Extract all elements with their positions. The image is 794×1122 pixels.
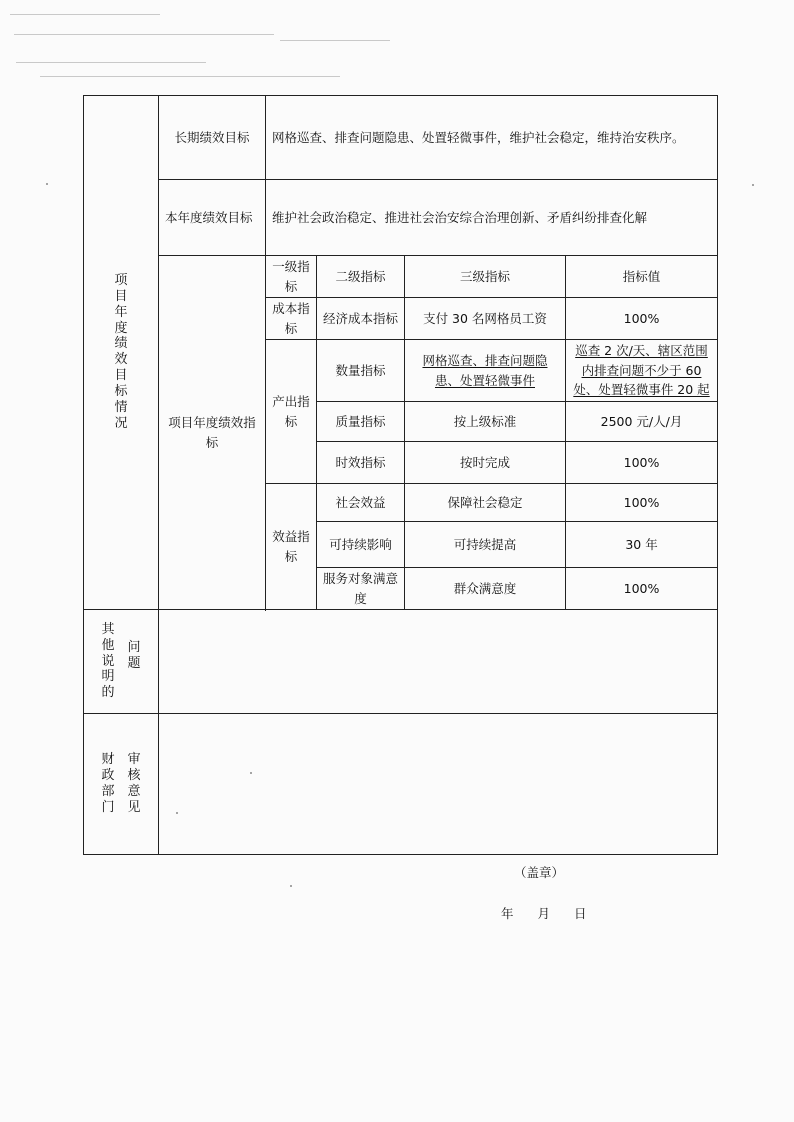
cost-level2: 经济成本指标	[317, 298, 405, 340]
other-value	[159, 610, 718, 714]
seal-text: （盖章）	[514, 865, 565, 880]
satisfaction-level3: 群众满意度	[405, 568, 566, 610]
sustain-level3: 可持续提高	[405, 522, 566, 568]
finance-label-cell	[84, 714, 159, 855]
sustain-value: 30 年	[566, 522, 718, 568]
performance-target-table	[83, 95, 718, 921]
scan-artifact	[14, 34, 274, 35]
indicators-label: 项目年度绩效指标	[159, 256, 266, 610]
finance-row	[84, 714, 718, 855]
timeliness-level3: 按时完成	[405, 442, 566, 484]
scan-artifact	[40, 76, 340, 77]
section-label-cell	[84, 96, 159, 610]
finance-label-a: 财政部门	[101, 752, 115, 815]
quantity-value: 巡查 2 次/天、辖区范围内排查问题不少于 60 处、处置轻微事件 20 起	[566, 340, 718, 402]
finance-label-b: 审核意见	[127, 752, 141, 815]
social-level2: 社会效益	[317, 484, 405, 522]
sustain-level2: 可持续影响	[317, 522, 405, 568]
cost-value: 100%	[566, 298, 718, 340]
timeliness-value: 100%	[566, 442, 718, 484]
social-value: 100%	[566, 484, 718, 522]
timeliness-level2: 时效指标	[317, 442, 405, 484]
cost-level3: 支付 30 名网格员工资	[405, 298, 566, 340]
annual-label: 本年度绩效目标	[159, 180, 266, 256]
header-value: 指标值	[566, 256, 718, 298]
cost-level1: 成本指标	[266, 298, 317, 340]
scan-artifact	[16, 62, 206, 63]
social-level3: 保障社会稳定	[405, 484, 566, 522]
date-month: 月	[537, 906, 553, 921]
other-label-b: 问题	[127, 639, 141, 671]
scan-dot	[46, 183, 48, 185]
header-row	[84, 256, 718, 298]
other-issues-row	[84, 610, 718, 714]
satisfaction-level2: 服务对象满意度	[317, 568, 405, 610]
scan-dot	[290, 885, 292, 887]
quality-level3: 按上级标准	[405, 402, 566, 442]
quality-level2: 质量指标	[317, 402, 405, 442]
benefit-level1: 效益指标	[266, 484, 317, 610]
quality-value: 2500 元/人/月	[566, 402, 718, 442]
scan-artifact	[280, 40, 390, 41]
annual-value: 维护社会政治稳定、推进社会治安综合治理创新、矛盾纠纷排查化解	[266, 180, 718, 256]
quantity-level2: 数量指标	[317, 340, 405, 402]
scan-artifact	[10, 14, 160, 15]
header-level3: 三级指标	[405, 256, 566, 298]
quantity-level3: 网格巡查、排查问题隐患、处置轻微事件	[405, 340, 566, 402]
long-term-value: 网格巡查、排查问题隐患、处置轻微事件，维护社会稳定，维持治安秩序。	[266, 96, 718, 180]
long-term-label: 长期绩效目标	[159, 96, 266, 180]
other-label-cell	[84, 610, 159, 714]
header-level1: 一级指标	[266, 256, 317, 298]
other-label-a: 其他说明的	[101, 621, 115, 701]
section-label: 项目年度绩效目标情况	[114, 272, 128, 431]
satisfaction-value: 100%	[566, 568, 718, 610]
signature-date	[501, 904, 611, 923]
header-level2: 二级指标	[317, 256, 405, 298]
annual-row	[84, 180, 718, 256]
output-level1: 产出指标	[266, 340, 317, 484]
finance-review-cell	[159, 714, 718, 921]
long-term-row	[84, 96, 718, 180]
scan-dot	[752, 184, 754, 186]
date-day: 日	[574, 906, 589, 921]
date-year: 年	[501, 906, 516, 921]
